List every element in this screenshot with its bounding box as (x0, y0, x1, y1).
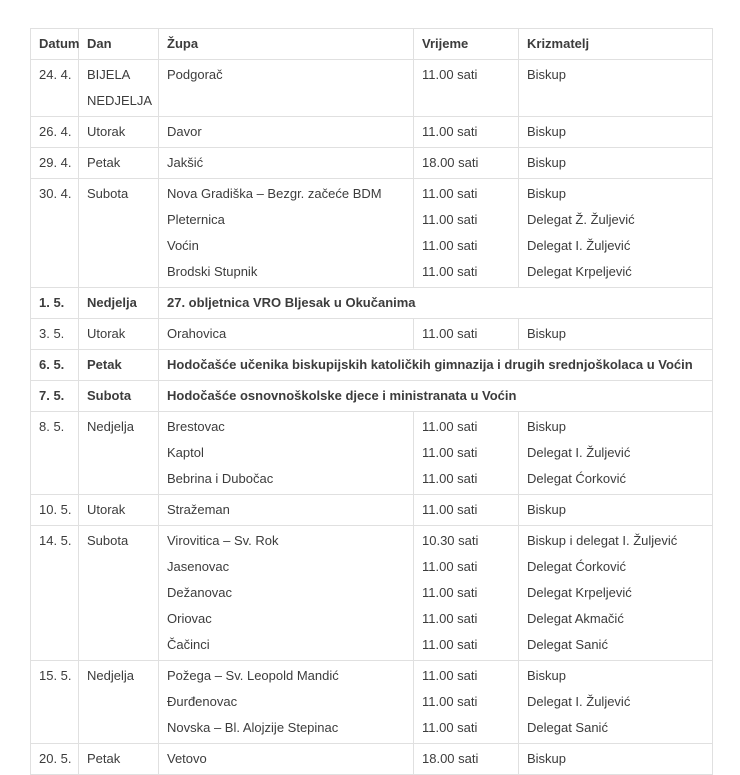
zupa-entry: Požega – Sv. Leopold Mandić (167, 668, 339, 683)
krizmatelj-entry: Delegat Sanić (527, 637, 608, 652)
table-row (31, 526, 713, 661)
cell-vrijeme (414, 117, 519, 148)
cell-event: Hodočašće učenika biskupijskih katoličkih gimnazija i drugih srednjoškolaca u Voćin (159, 350, 713, 381)
table-row-event (31, 381, 713, 412)
zupa-entry: Oriovac (167, 611, 212, 626)
zupa-entry: Kaptol (167, 445, 204, 460)
cell-dan: Utorak (79, 117, 159, 148)
vrijeme-entry: 11.00 sati (422, 694, 478, 709)
vrijeme-entry: 11.00 sati (422, 419, 478, 434)
zupa-entry: Brestovac (167, 419, 225, 434)
table-row (31, 495, 713, 526)
table-row (31, 179, 713, 288)
cell-krizmatelj (519, 60, 713, 117)
cell-vrijeme (414, 148, 519, 179)
vrijeme-entry: 11.00 sati (422, 559, 478, 574)
zupa-entry: Jakšić (167, 155, 204, 170)
cell-datum: 30. 4. (31, 179, 79, 288)
cell-dan: BIJELA NEDJELJA (79, 60, 159, 117)
cell-event: Hodočašće osnovnoškolske djece i ministranata u Voćin (159, 381, 713, 412)
table-row-event (31, 288, 713, 319)
vrijeme-entry: 11.00 sati (422, 720, 478, 735)
table-row (31, 412, 713, 495)
cell-vrijeme (414, 179, 519, 288)
cell-krizmatelj (519, 179, 713, 288)
cell-datum: 14. 5. (31, 526, 79, 661)
vrijeme-entry: 11.00 sati (422, 67, 478, 82)
cell-datum: 3. 5. (31, 319, 79, 350)
zupa-entry: Stražeman (167, 502, 230, 517)
krizmatelj-entry: Biskup (527, 155, 567, 170)
vrijeme-entry: 11.00 sati (422, 502, 478, 517)
vrijeme-entry: 18.00 sati (422, 155, 479, 170)
krizmatelj-entry: Delegat Ćorković (527, 559, 626, 574)
krizmatelj-entry: Biskup i delegat I. Žuljević (527, 533, 678, 548)
table-row (31, 117, 713, 148)
cell-zupa (159, 495, 414, 526)
table-row (31, 60, 713, 117)
zupa-entry: Jasenovac (167, 559, 230, 574)
header-row (31, 29, 713, 60)
zupa-entry: Čačinci (167, 637, 210, 652)
krizmatelj-entry: Delegat Krpeljević (527, 585, 632, 600)
krizmatelj-entry: Biskup (527, 419, 567, 434)
cell-datum: 20. 5. (31, 744, 79, 775)
cell-zupa (159, 117, 414, 148)
zupa-entry: Podgorač (167, 67, 223, 82)
zupa-entry: Orahovica (167, 326, 227, 341)
cell-dan: Subota (79, 179, 159, 288)
vrijeme-entry: 11.00 sati (422, 585, 478, 600)
vrijeme-entry: 11.00 sati (422, 264, 478, 279)
krizmatelj-entry: Biskup (527, 186, 567, 201)
krizmatelj-entry: Biskup (527, 124, 567, 139)
krizmatelj-entry: Biskup (527, 67, 567, 82)
cell-dan: Petak (79, 148, 159, 179)
column-header-vrijeme: Vrijeme (414, 29, 519, 60)
vrijeme-entry: 11.00 sati (422, 124, 478, 139)
vrijeme-entry: 18.00 sati (422, 751, 479, 766)
cell-dan: Nedjelja (79, 288, 159, 319)
cell-event: 27. obljetnica VRO Bljesak u Okučanima (159, 288, 713, 319)
cell-dan: Subota (79, 526, 159, 661)
krizmatelj-entry: Delegat Akmačić (527, 611, 624, 626)
cell-krizmatelj (519, 148, 713, 179)
cell-dan: Petak (79, 744, 159, 775)
cell-dan: Utorak (79, 319, 159, 350)
vrijeme-entry: 11.00 sati (422, 212, 478, 227)
cell-zupa (159, 412, 414, 495)
cell-krizmatelj (519, 117, 713, 148)
cell-dan: Nedjelja (79, 412, 159, 495)
krizmatelj-entry: Delegat Sanić (527, 720, 608, 735)
cell-krizmatelj (519, 744, 713, 775)
cell-dan: Utorak (79, 495, 159, 526)
vrijeme-entry: 11.00 sati (422, 445, 478, 460)
zupa-entry: Voćin (167, 238, 199, 253)
cell-dan: Subota (79, 381, 159, 412)
cell-vrijeme (414, 495, 519, 526)
cell-datum: 26. 4. (31, 117, 79, 148)
cell-krizmatelj (519, 319, 713, 350)
zupa-entry: Pleternica (167, 212, 225, 227)
cell-zupa (159, 661, 414, 744)
zupa-entry: Novska – Bl. Alojzije Stepinac (167, 720, 339, 735)
column-header-krizmatelj: Krizmatelj (519, 29, 713, 60)
vrijeme-entry: 11.00 sati (422, 471, 478, 486)
zupa-entry: Brodski Stupnik (167, 264, 258, 279)
cell-datum: 29. 4. (31, 148, 79, 179)
cell-krizmatelj (519, 526, 713, 661)
cell-zupa (159, 60, 414, 117)
cell-krizmatelj (519, 495, 713, 526)
cell-datum: 6. 5. (31, 350, 79, 381)
cell-datum: 8. 5. (31, 412, 79, 495)
vrijeme-entry: 10.30 sati (422, 533, 479, 548)
zupa-entry: Dežanovac (167, 585, 233, 600)
cell-zupa (159, 526, 414, 661)
krizmatelj-entry: Biskup (527, 668, 567, 683)
column-header-dan: Dan (79, 29, 159, 60)
cell-vrijeme (414, 412, 519, 495)
cell-zupa (159, 179, 414, 288)
cell-zupa (159, 319, 414, 350)
zupa-entry: Đurđenovac (167, 694, 238, 709)
krizmatelj-entry: Delegat I. Žuljević (527, 445, 631, 460)
vrijeme-entry: 11.00 sati (422, 326, 478, 341)
cell-datum: 1. 5. (31, 288, 79, 319)
krizmatelj-entry: Delegat I. Žuljević (527, 694, 631, 709)
cell-krizmatelj (519, 661, 713, 744)
krizmatelj-entry: Delegat Krpeljević (527, 264, 632, 279)
zupa-entry: Bebrina i Dubočac (167, 471, 274, 486)
krizmatelj-entry: Delegat I. Žuljević (527, 238, 631, 253)
vrijeme-entry: 11.00 sati (422, 668, 478, 683)
cell-vrijeme (414, 319, 519, 350)
cell-datum: 7. 5. (31, 381, 79, 412)
table-row-event (31, 350, 713, 381)
zupa-entry: Vetovo (167, 751, 207, 766)
cell-vrijeme (414, 60, 519, 117)
cell-krizmatelj (519, 412, 713, 495)
cell-datum: 10. 5. (31, 495, 79, 526)
cell-dan: Petak (79, 350, 159, 381)
krizmatelj-entry: Biskup (527, 751, 567, 766)
krizmatelj-entry: Biskup (527, 326, 567, 341)
vrijeme-entry: 11.00 sati (422, 637, 478, 652)
table-row (31, 744, 713, 775)
cell-vrijeme (414, 526, 519, 661)
krizmatelj-entry: Biskup (527, 502, 567, 517)
table-row (31, 148, 713, 179)
cell-dan: Nedjelja (79, 661, 159, 744)
vrijeme-entry: 11.00 sati (422, 238, 478, 253)
zupa-entry: Davor (167, 124, 202, 139)
krizmatelj-entry: Delegat Ćorković (527, 471, 626, 486)
cell-vrijeme (414, 661, 519, 744)
table-row (31, 661, 713, 744)
vrijeme-entry: 11.00 sati (422, 186, 478, 201)
cell-datum: 24. 4. (31, 60, 79, 117)
schedule-table (30, 28, 713, 775)
table-row (31, 319, 713, 350)
krizmatelj-entry: Delegat Ž. Žuljević (527, 212, 635, 227)
cell-vrijeme (414, 744, 519, 775)
cell-zupa (159, 148, 414, 179)
cell-datum: 15. 5. (31, 661, 79, 744)
column-header-zupa: Župa (159, 29, 414, 60)
zupa-entry: Nova Gradiška – Bezgr. začeće BDM (167, 186, 382, 201)
column-header-datum: Datum (31, 29, 79, 60)
zupa-entry: Virovitica – Sv. Rok (167, 533, 279, 548)
vrijeme-entry: 11.00 sati (422, 611, 478, 626)
cell-zupa (159, 744, 414, 775)
